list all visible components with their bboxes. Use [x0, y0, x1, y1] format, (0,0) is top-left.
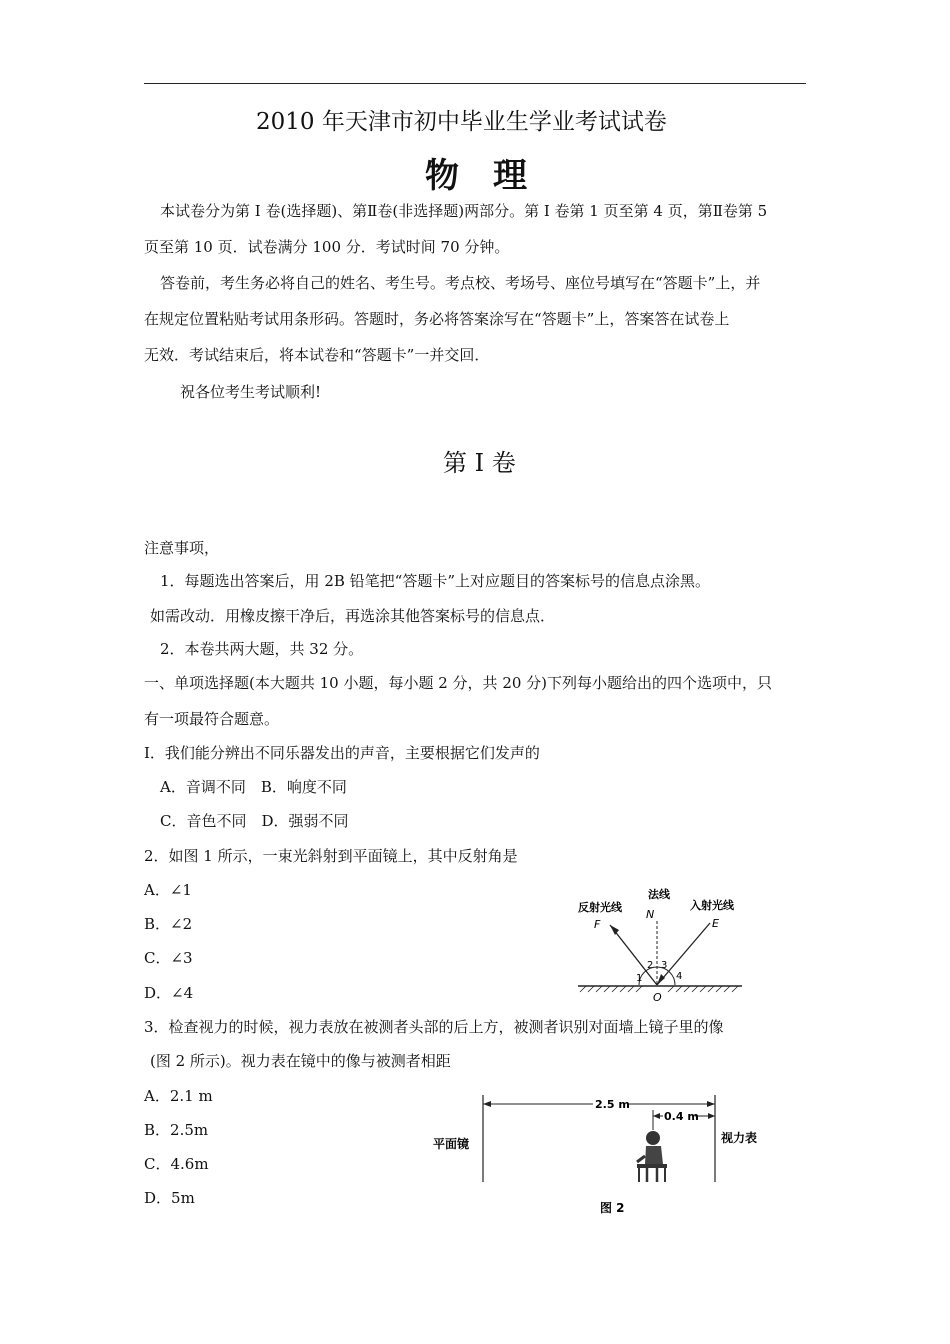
notice-item: 2．本卷共两大题，共 32 分。	[160, 640, 364, 658]
option-item: C．4.6m	[144, 1155, 209, 1173]
question-options: C．音色不同 D．强弱不同	[160, 812, 349, 830]
angle-label: 3	[661, 960, 668, 971]
option-item: B．∠2	[144, 915, 193, 933]
distance-small: 0.4 m	[664, 1110, 699, 1123]
question-stem: 2．如图 1 所示，一束光斜射到平面镜上，其中反射角是	[144, 847, 518, 865]
reflected-label: 反射光线	[578, 901, 622, 914]
section-heading: 有一项最符合题意。	[144, 710, 280, 728]
option-item: D．5m	[144, 1189, 195, 1207]
normal-label: 法线	[648, 888, 670, 901]
question-stem: (图 2 所示)。视力表在镜中的像与被测者相距	[150, 1052, 451, 1070]
dimension-arrow	[708, 1113, 715, 1119]
incident-ray	[657, 923, 710, 985]
intro-line: 无效．考试结束后，将本试卷和“答题卡”一并交回．	[144, 346, 490, 364]
distance-total: 2.5 m	[595, 1098, 630, 1111]
intro-line: 页至第 10 页．试卷满分 100 分．考试时间 70 分钟。	[144, 238, 510, 256]
option-item: D．∠4	[144, 984, 194, 1002]
option-item: C．∠3	[144, 949, 193, 967]
notice-item: 1．每题选出答案后，用 2B 铅笔把“答题卡”上对应题目的答案标号的信息点涂黑。	[160, 572, 710, 590]
seated-person-icon	[637, 1131, 667, 1182]
normal-letter: N	[646, 908, 655, 921]
dimension-arrow	[653, 1113, 660, 1119]
incident-letter: E	[712, 917, 719, 930]
option-item: A．∠1	[144, 881, 192, 899]
subject-title: 物理	[425, 156, 561, 196]
dimension-arrow	[483, 1101, 491, 1107]
incident-arrow	[657, 974, 665, 985]
chart-label: 视力表	[721, 1131, 758, 1145]
angle-label: 2	[647, 960, 654, 971]
figure2-eye-test-diagram	[425, 1090, 775, 1220]
option-item: B．2.5m	[144, 1121, 209, 1139]
figure1-reflection-diagram	[570, 885, 750, 1005]
question-stem: 3．检查视力的时候，视力表放在被测者头部的后上方，被测者识别对面墙上镜子里的像	[144, 1018, 724, 1036]
dimension-arrow	[707, 1101, 715, 1107]
reflected-arrow	[610, 925, 619, 935]
incident-label: 入射光线	[690, 899, 734, 912]
notice-item: 如需改动．用橡皮擦干净后，再选涂其他答案标号的信息点．	[150, 607, 556, 625]
notice-title: 注意事项，	[144, 539, 220, 557]
angle-label: 4	[676, 971, 683, 982]
header-rule	[144, 83, 806, 84]
option-item: A．2.1 m	[144, 1087, 213, 1105]
intro-line: 本试卷分为第 I 卷(选择题)、第Ⅱ卷(非选择题)两部分。第 I 卷第 1 页至第 4 页，第Ⅱ卷第 5	[160, 202, 768, 220]
question-stem: I．我们能分辨出不同乐器发出的声音，主要根据它们发声的	[144, 744, 540, 762]
angle-label: 1	[636, 973, 643, 984]
wish-line: 祝各位考生考试顺利!	[180, 383, 322, 401]
exam-title: 2010 年天津市初中毕业生学业考试试卷	[256, 109, 667, 135]
intro-line: 在规定位置粘贴考试用条形码。答题时，务必将答案涂写在“答题卡”上，答案答在试卷上	[144, 310, 730, 328]
reflected-letter: F	[594, 918, 601, 931]
reflected-ray	[610, 925, 657, 985]
intro-line: 答卷前，考生务必将自己的姓名、考生号。考点校、考场号、座位号填写在“答题卡”上，并	[160, 274, 761, 292]
part-title: 第 I 卷	[443, 449, 516, 477]
figure-caption: 图 2	[600, 1201, 625, 1215]
point-label: O	[653, 991, 662, 1004]
mirror-label: 平面镜	[433, 1137, 470, 1151]
question-options: A．音调不同 B．响度不同	[160, 778, 347, 796]
section-heading: 一、单项选择题(本大题共 10 小题，每小题 2 分，共 20 分)下列每小题给出的四个选项中，只	[144, 674, 773, 692]
